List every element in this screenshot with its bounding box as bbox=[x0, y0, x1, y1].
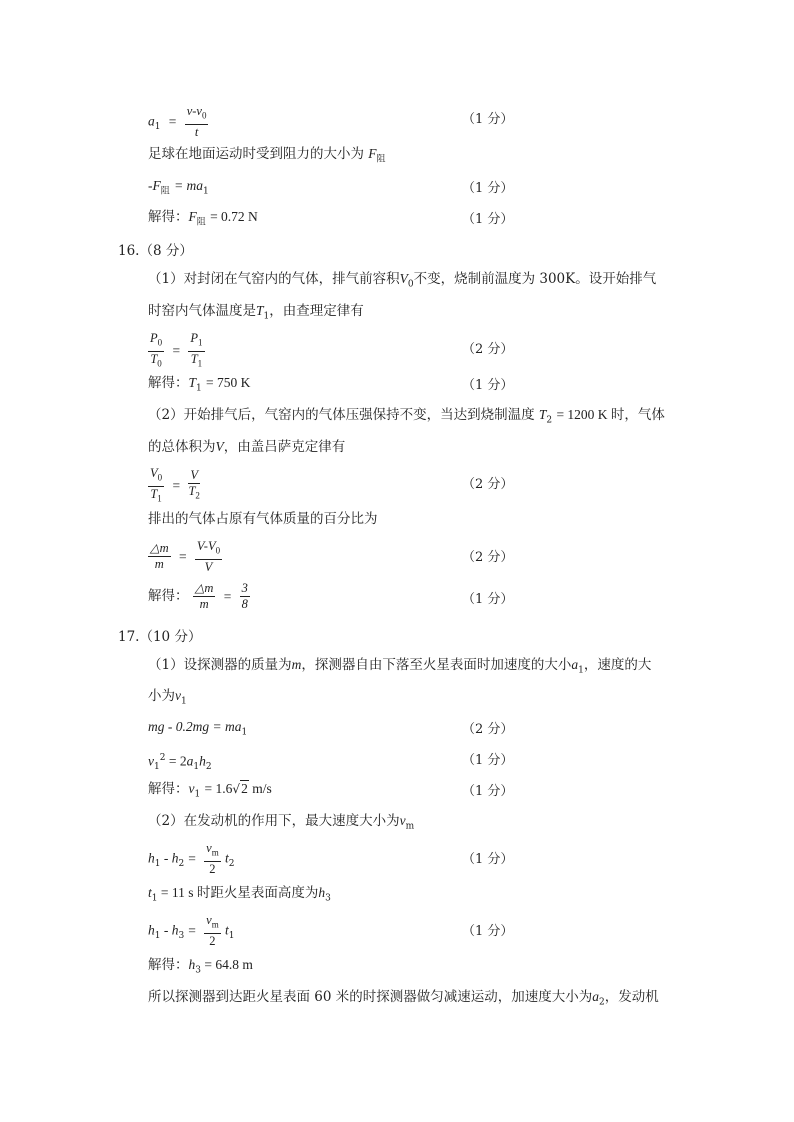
fraction: $\frac{v-v_0}{t}$ bbox=[186, 104, 207, 139]
score: （1 分） bbox=[462, 924, 514, 939]
sqrt-icon: √ bbox=[232, 782, 241, 796]
score: （1 分） bbox=[462, 181, 514, 196]
text-line: （2）开始排气后，气窑内的气体压强保持不变，当达到烧制温度 $T_2 = 1200$ K 时，气体 bbox=[148, 407, 665, 426]
eq-newton: mg - $0.2mg = ma_1$ bbox=[148, 719, 248, 738]
text-line: 的总体积为V，由盖吕萨克定律有 bbox=[148, 439, 346, 455]
score: （2 分） bbox=[462, 342, 514, 357]
eq-kinematic: $v_1^2 = 2a_1h_2$ bbox=[148, 753, 212, 773]
text-line: $t_1 = 11$ s 时距火星表面高度为$h_3$ bbox=[148, 885, 331, 904]
text-line: 所以探测器到达距火星表面 60 米的时探测器做匀减速运动，加速度大小为$a_2$，发动机 bbox=[148, 989, 659, 1008]
solution: 解得：$F_阻 = 0.72$ N bbox=[148, 209, 258, 228]
eq-resist: $-F_阻 = ma_1$ bbox=[148, 178, 209, 197]
score: （1 分） bbox=[462, 784, 514, 799]
text-line: （1）对封闭在气窑内的气体，排气前容积$V_0$不变，烧制前温度为 300K。设开始排气 bbox=[148, 271, 657, 290]
question-heading: 17.（10 分） bbox=[118, 629, 202, 645]
question-heading: 16.（8 分） bbox=[118, 243, 193, 259]
text-line: 排出的气体占原有气体质量的百分比为 bbox=[148, 511, 378, 527]
eq-charles: $\frac{P_0}{T_0}$ = $\frac{P_1}{T_1}$ bbox=[150, 331, 203, 368]
text-line: 时窑内气体温度是$T_1$，由查理定律有 bbox=[148, 303, 364, 322]
solution: 解得：$T_1 = 750$ K bbox=[148, 375, 251, 394]
solution: 解得：$v_1 = 1.6√2$ m/s bbox=[148, 781, 272, 800]
score: （1 分） bbox=[462, 753, 514, 768]
eq-height-t1: $h_1 - h_3$ = $\frac{v_m}{2}$ $t_1$ bbox=[148, 913, 235, 948]
solution: 解得：$h_3 = 64.8$ m bbox=[148, 957, 253, 976]
score: （2 分） bbox=[462, 722, 514, 737]
score: （1 分） bbox=[462, 378, 514, 393]
eq-gaylussac: $\frac{V_0}{T_1}$ = $\frac{V}{T_2}$ bbox=[150, 466, 200, 503]
score: （1 分） bbox=[462, 592, 514, 607]
score: （1 分） bbox=[462, 852, 514, 867]
score: （1 分） bbox=[462, 112, 514, 127]
text-line: （1）设探测器的质量为m，探测器自由下落至火星表面时加速度的大小$a_1$，速度的大 bbox=[148, 657, 652, 676]
score: （2 分） bbox=[462, 477, 514, 492]
solution: 解得： $\frac{\triangle m}{m}$ = $\frac{3}{8}$ bbox=[148, 581, 248, 611]
eq-height-t2: $h_1 - h_2$ = $\frac{v_m}{2}$ $t_2$ bbox=[148, 841, 235, 876]
text-line: （2）在发动机的作用下，最大速度大小为$v_m$ bbox=[148, 813, 415, 832]
text-line: 足球在地面运动时受到阻力的大小为 $F_阻$ bbox=[148, 146, 386, 165]
score: （2 分） bbox=[462, 550, 514, 565]
score: （1 分） bbox=[462, 212, 514, 227]
text-line: 小为$v_1$ bbox=[148, 688, 187, 707]
eq-mass-ratio: $\frac{\triangle m}{m}$ = $\frac{V-V_0}{V}$ bbox=[150, 539, 221, 574]
eq-a1: $a_1$ = $\frac{v-v_0}{t}$ bbox=[148, 104, 207, 139]
